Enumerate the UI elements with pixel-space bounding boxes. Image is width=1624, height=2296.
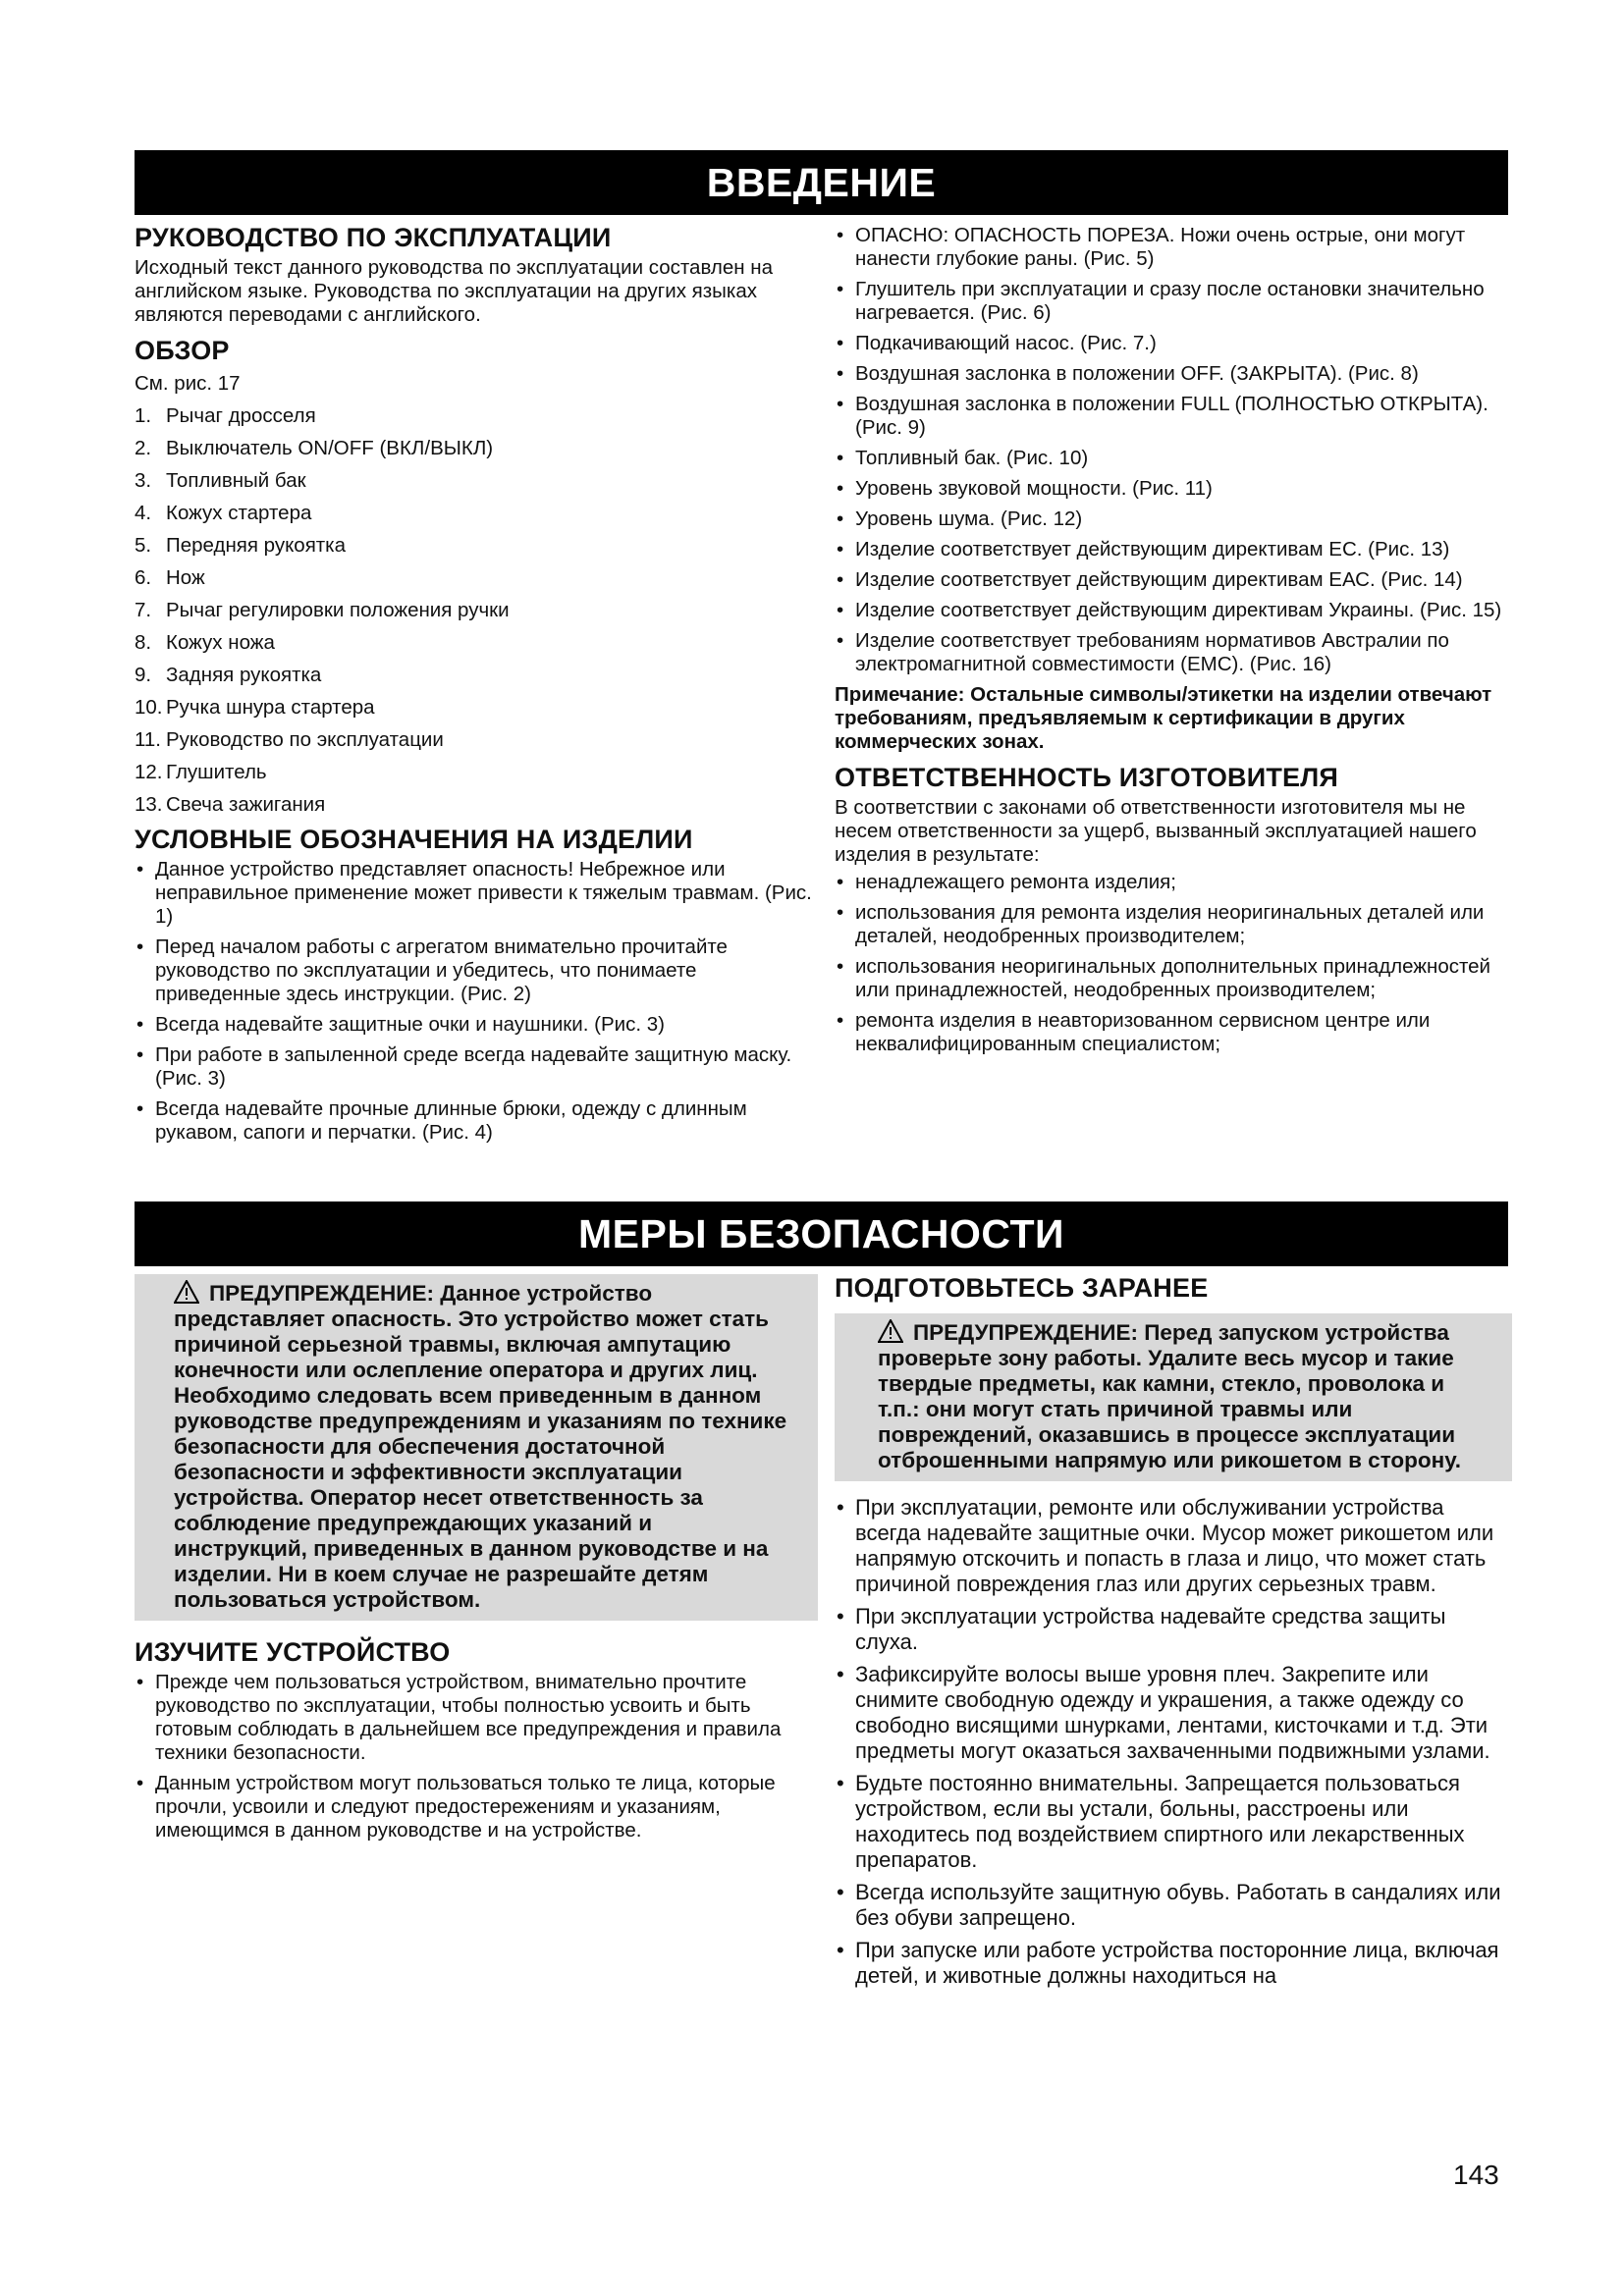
liability-list (835, 871, 1512, 1056)
symbols-list-continued (835, 224, 1512, 676)
list-item: • ОПАСНО: ОПАСНОСТЬ ПОРЕЗА. Ножи очень острые, они могут нанести глубокие раны. (Рис. 5) (835, 224, 1512, 271)
list-item: 6. Нож (135, 566, 205, 589)
list-item: • Изделие соответствует требованиям нормативов Австралии по электромагнитной совместимости (EMC). (Рис. 16) (835, 629, 1512, 676)
page-number: 143 (1453, 2160, 1499, 2190)
list-item: 7. Рычаг регулировки положения ручки (135, 599, 510, 621)
list-item: 10. Ручка шнура стартера (135, 696, 375, 719)
list-item: • Воздушная заслонка в положении OFF. (ЗАКРЫТА). (Рис. 8) (835, 362, 1512, 386)
list-item: • Изделие соответствует действующим директивам Украины. (Рис. 15) (835, 599, 1512, 622)
symbols-list (135, 858, 812, 1145)
liability-text: В соответствии с законами об ответственности изготовителя мы не несем ответственности за ущерб, вызванный эксплуатацией нашего изделия в результате: (835, 796, 1477, 866)
section-banner-safety: МЕРЫ БЕЗОПАСНОСТИ (135, 1201, 1508, 1266)
list-item: 11. Руководство по эксплуатации (135, 728, 444, 751)
list-item: • Глушитель при эксплуатации и сразу после остановки значительно нагревается. (Рис. 6) (835, 278, 1512, 325)
know-device-heading: ИЗУЧИТЕ УСТРОЙСТВО (135, 1637, 451, 1667)
safety-left-column (135, 1274, 818, 1849)
list-item: • Всегда надевайте прочные длинные брюки, одежду с длинным рукавом, сапоги и перчатки. (Рис. 4) (135, 1097, 812, 1145)
general-warning-box (135, 1274, 818, 1621)
list-item: • Уровень звуковой мощности. (Рис. 11) (835, 477, 1512, 501)
intro-left-column (135, 222, 812, 1151)
overview-list (135, 404, 812, 817)
list-item: • Изделие соответствует действующим директивам ЕС. (Рис. 13) (835, 538, 1512, 561)
manual-text: Исходный текст данного руководства по эксплуатации составлен на английском языке. Руководства по эксплуатации на других языках являются переводами с английского. (135, 256, 773, 326)
list-item: • При эксплуатации, ремонте или обслуживании устройства всегда надевайте защитные очки. Мусор может рикошетом или напрямую отскочить и попасть в глаза и лицо, что может стать причиной повреждения глаз или других серьезных травм. (835, 1495, 1512, 1597)
list-item: • ненадлежащего ремонта изделия; (835, 871, 1512, 894)
general-warning-text: ПРЕДУПРЕЖДЕНИЕ: Данное устройство представляет опасность. Это устройство может стать причиной серьезной травмы, включая ампутацию конечности или ослепление оператора и других лиц. Необходимо следовать всем приведенным в данном руководстве предупреждениям и указаниям по технике безопасности для обеспечения достаточной безопасности и эффективности эксплуатации устройства. Оператор несет ответственность за соблюдение предупреждающих указаний и инструкций, приведенных в данном руководстве и на изделии. Ни в коем случае не разрешайте детям пользоваться устройством. (174, 1281, 787, 1612)
manual-heading: РУКОВОДСТВО ПО ЭКСПЛУАТАЦИИ (135, 223, 612, 252)
list-item: • Зафиксируйте волосы выше уровня плеч. Закрепите или снимите свободную одежду и украшения, а также одежду со свободно висящими шнурками, лентами, кисточками и т.д. Эти предметы могут оказаться захваченными подвижными узлами. (835, 1662, 1512, 1764)
symbols-heading: УСЛОВНЫЕ ОБОЗНАЧЕНИЯ НА ИЗДЕЛИИ (135, 825, 693, 854)
list-item: 2. Выключатель ON/OFF (ВКЛ/ВЫКЛ) (135, 437, 494, 459)
section-banner-intro: ВВЕДЕНИЕ (135, 150, 1508, 215)
overview-ref: См. рис. 17 (135, 372, 241, 395)
list-item: 5. Передняя рукоятка (135, 534, 346, 557)
list-item: • Уровень шума. (Рис. 12) (835, 507, 1512, 531)
prepare-list (835, 1495, 1512, 1989)
prepare-warning-text: ПРЕДУПРЕЖДЕНИЕ: Перед запуском устройства проверьте зону работы. Удалите весь мусор и такие твердые предметы, как камни, стекло, проволока и т.п.: они могут стать причиной травмы или повреждений, оказавшись в процессе эксплуатации отброшенными напрямую или рикошетом в сторону. (878, 1320, 1462, 1472)
list-item: • Данное устройство представляет опасность! Небрежное или неправильное применение может привести к тяжелым травмам. (Рис. 1) (135, 858, 812, 929)
list-item: 9. Задняя рукоятка (135, 664, 322, 686)
list-item: 4. Кожух стартера (135, 502, 312, 524)
prepare-warning-box (835, 1313, 1512, 1481)
list-item: • использования неоригинальных дополнительных принадлежностей или принадлежностей, неодобренных производителем; (835, 955, 1512, 1002)
list-item: • Топливный бак. (Рис. 10) (835, 447, 1512, 470)
list-item: • Всегда надевайте защитные очки и наушники. (Рис. 3) (135, 1013, 812, 1037)
list-item: • Подкачивающий насос. (Рис. 7.) (835, 332, 1512, 355)
list-item: • Прежде чем пользоваться устройством, внимательно прочтите руководство по эксплуатации, чтобы полностью усвоить и быть готовым соблюдать в дальнейшем все предупреждения и правила техники безопасности. (135, 1671, 818, 1765)
list-item: • Всегда используйте защитную обувь. Работать в сандалиях или без обуви запрещено. (835, 1880, 1512, 1931)
warning-triangle-icon (878, 1319, 903, 1343)
list-item: • ремонта изделия в неавторизованном сервисном центре или неквалифицированным специалистом; (835, 1009, 1512, 1056)
list-item: • При работе в запыленной среде всегда надевайте защитную маску. (Рис. 3) (135, 1043, 812, 1091)
warning-triangle-icon (174, 1280, 199, 1304)
list-item: 13. Свеча зажигания (135, 793, 326, 816)
list-item: • использования для ремонта изделия неоригинальных деталей или деталей, неодобренных производителем; (835, 901, 1512, 948)
prepare-heading: ПОДГОТОВЬТЕСЬ ЗАРАНЕЕ (835, 1273, 1209, 1303)
list-item: 1. Рычаг дросселя (135, 404, 316, 427)
list-item: • При эксплуатации устройства надевайте средства защиты слуха. (835, 1604, 1512, 1655)
overview-heading: ОБЗОР (135, 336, 230, 365)
safety-right-column (835, 1272, 1512, 1996)
list-item: • Перед началом работы с агрегатом внимательно прочитайте руководство по эксплуатации и убедитесь, что понимаете приведенные здесь инструкции. (Рис. 2) (135, 935, 812, 1006)
list-item: • Будьте постоянно внимательны. Запрещается пользоваться устройством, если вы устали, больны, расстроены или находитесь под воздействием спиртного или лекарственных препаратов. (835, 1771, 1512, 1873)
list-item: 12. Глушитель (135, 761, 267, 783)
list-item: 8. Кожух ножа (135, 631, 275, 654)
list-item: 3. Топливный бак (135, 469, 306, 492)
list-item: • Воздушная заслонка в положении FULL (ПОЛНОСТЬЮ ОТКРЫТА). (Рис. 9) (835, 393, 1512, 440)
know-device-list (135, 1671, 818, 1842)
intro-right-column (835, 224, 1512, 1063)
list-item: • Изделие соответствует действующим директивам ЕАС. (Рис. 14) (835, 568, 1512, 592)
list-item: • Данным устройством могут пользоваться только те лица, которые прочли, усвоили и следуют предостережениям и указаниям, имеющимся в данном руководстве и на устройстве. (135, 1772, 818, 1842)
liability-heading: ОТВЕТСТВЕННОСТЬ ИЗГОТОВИТЕЛЯ (835, 763, 1338, 792)
list-item: • При запуске или работе устройства посторонние лица, включая детей, и животные должны находиться на (835, 1938, 1512, 1989)
symbols-note: Примечание: Остальные символы/этикетки на изделии отвечают требованиям, предъявляемым к сертификации в других коммерческих зонах. (835, 683, 1492, 753)
